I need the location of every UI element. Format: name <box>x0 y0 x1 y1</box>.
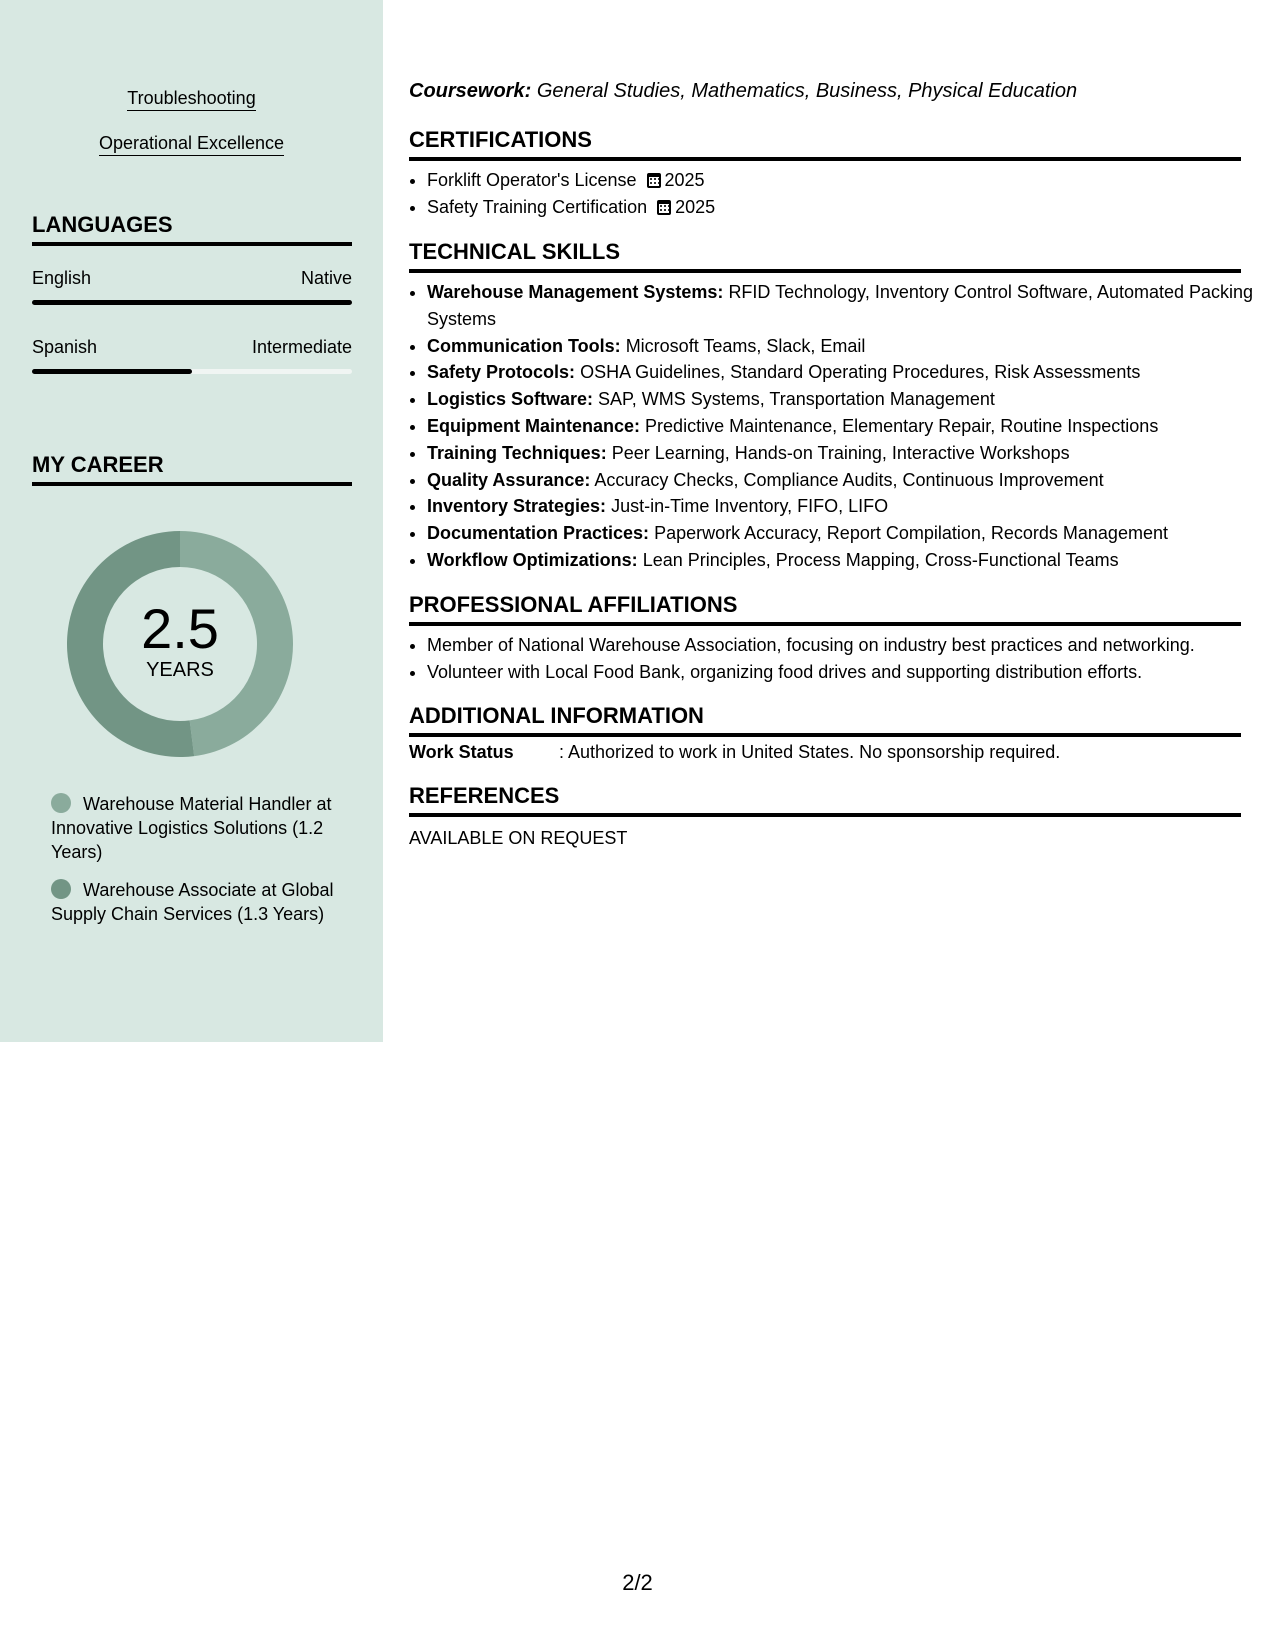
skill-label: Equipment Maintenance: <box>427 415 641 436</box>
language-name: English <box>32 268 92 288</box>
skill-label: Quality Assurance: <box>427 469 591 490</box>
career-item <box>51 878 341 926</box>
skill-value: Just-in-Time Inventory, FIFO, LIFO <box>611 496 889 517</box>
career-total-unit: YEARS <box>146 658 214 681</box>
references-heading: REFERENCES <box>409 783 1241 817</box>
affiliations-list <box>409 632 1259 686</box>
skill-tag: Troubleshooting <box>0 88 383 111</box>
skill-item <box>427 279 1259 333</box>
certification-name: Forklift Operator's License <box>427 170 637 190</box>
skill-value: Paperwork Accuracy, Report Compilation, Records Management <box>654 523 1168 544</box>
work-status-label: Work Status <box>409 742 514 762</box>
language-level: Intermediate <box>251 337 352 357</box>
skill-label: Communication Tools: <box>427 335 621 356</box>
page-number: 2/2 <box>622 1570 653 1595</box>
skill-item <box>427 359 1259 386</box>
career-item-text: Warehouse Material Handler at Innovative Logistics Solutions (1.2 Years) <box>51 794 332 862</box>
career-item <box>51 792 341 864</box>
language-row-english <box>32 268 352 289</box>
career-total-number: 2.5 <box>141 596 219 660</box>
certifications-heading: CERTIFICATIONS <box>409 127 1241 161</box>
calendar-icon <box>647 173 661 188</box>
skill-label: Warehouse Management Systems: <box>427 282 724 302</box>
skill-value: RFID Technology, Inventory Control Software, Automated Packing Systems <box>427 282 1254 329</box>
sidebar <box>0 0 383 1042</box>
languages-heading: LANGUAGES <box>32 212 352 246</box>
certifications-list <box>409 167 1259 221</box>
language-level: Native <box>300 268 352 288</box>
additional-info-heading: ADDITIONAL INFORMATION <box>409 703 1241 737</box>
certification-item <box>427 167 1259 194</box>
coursework-line <box>409 80 1077 103</box>
skill-item <box>427 520 1259 547</box>
skill-label: Documentation Practices: <box>427 523 650 544</box>
skill-label: Safety Protocols: <box>427 362 576 383</box>
skill-label: Workflow Optimizations: <box>427 549 638 570</box>
certification-year: 2025 <box>664 170 705 190</box>
language-bar-fill <box>32 369 192 374</box>
skill-item <box>427 547 1259 574</box>
coursework-label: Coursework: <box>409 80 532 102</box>
coursework-value: General Studies, Mathematics, Business, Physical Education <box>536 80 1078 102</box>
skill-tag: Operational Excellence <box>0 133 383 156</box>
language-bar-fill <box>32 300 352 305</box>
references-text: AVAILABLE ON REQUEST <box>409 828 628 848</box>
skill-label: Training Techniques: <box>427 442 607 463</box>
affiliation-item: • Member of National Warehouse Association, focusing on industry best practices and networking. <box>427 632 1259 659</box>
career-heading: MY CAREER <box>32 452 352 486</box>
work-status-row <box>409 742 1060 763</box>
language-name: Spanish <box>32 337 98 357</box>
skill-label: Logistics Software: <box>427 389 594 410</box>
work-status-value: : Authorized to work in United States. No sponsorship required. <box>559 742 1061 762</box>
certification-name: Safety Training Certification <box>427 197 648 217</box>
skill-value: SAP, WMS Systems, Transportation Management <box>598 389 995 410</box>
skill-value: Microsoft Teams, Slack, Email <box>625 335 866 356</box>
language-bar-english <box>32 300 352 305</box>
skill-item <box>427 493 1259 520</box>
skill-value: Predictive Maintenance, Elementary Repair, Routine Inspections <box>645 415 1159 436</box>
skill-value: Accuracy Checks, Compliance Audits, Continuous Improvement <box>594 469 1104 490</box>
skill-item <box>427 467 1259 494</box>
affiliations-heading: PROFESSIONAL AFFILIATIONS <box>409 592 1241 626</box>
career-item-text: Warehouse Associate at Global Supply Chain Services (1.3 Years) <box>51 880 334 924</box>
career-dot-icon <box>51 793 71 813</box>
career-donut-chart <box>67 531 293 757</box>
skill-item <box>427 413 1259 440</box>
certification-year: 2025 <box>675 197 716 217</box>
affiliation-item: • Volunteer with Local Food Bank, organizing food drives and supporting distribution efforts. <box>427 659 1259 686</box>
certification-item <box>427 194 1259 221</box>
technical-skills-list <box>409 279 1259 574</box>
career-dot-icon <box>51 879 71 899</box>
skill-label: Inventory Strategies: <box>427 496 607 517</box>
skill-value: Peer Learning, Hands-on Training, Interactive Workshops <box>611 442 1070 463</box>
language-row-spanish <box>32 337 352 358</box>
skill-item <box>427 333 1259 360</box>
language-bar-spanish <box>32 369 352 374</box>
skill-item <box>427 440 1259 467</box>
technical-skills-heading: TECHNICAL SKILLS <box>409 239 1241 273</box>
skill-value: Lean Principles, Process Mapping, Cross-Functional Teams <box>642 549 1119 570</box>
skill-item <box>427 386 1259 413</box>
skill-value: OSHA Guidelines, Standard Operating Procedures, Risk Assessments <box>580 362 1141 383</box>
career-donut-center <box>67 531 293 757</box>
calendar-icon <box>657 200 671 215</box>
